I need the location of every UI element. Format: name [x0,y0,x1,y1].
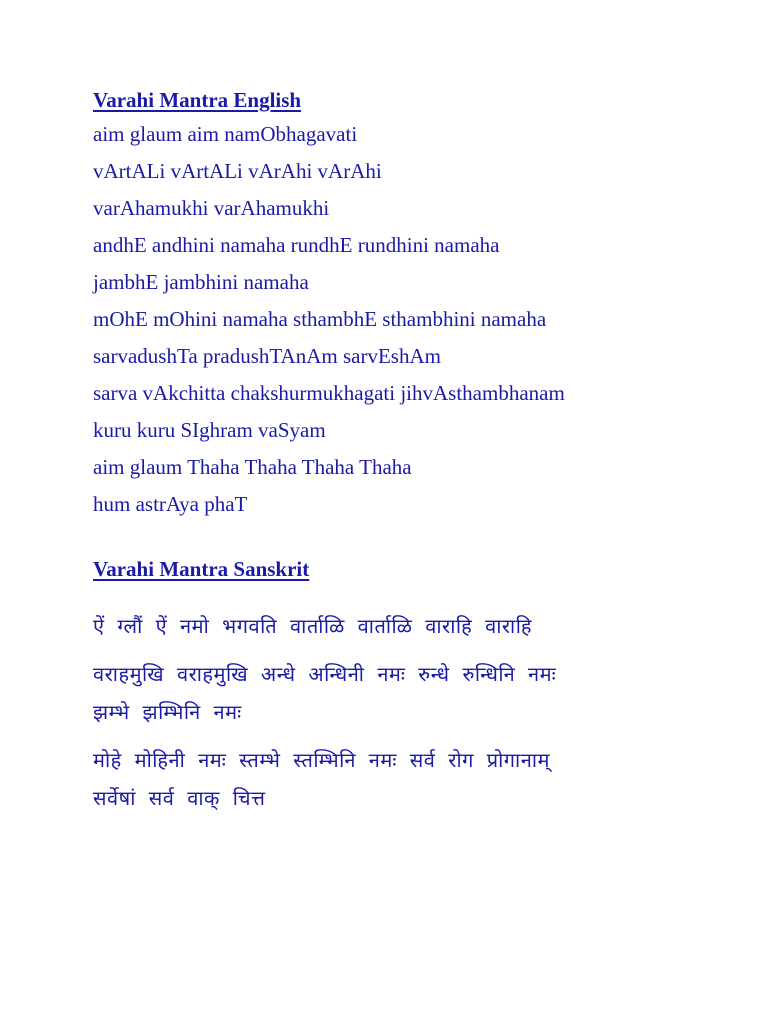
english-line: mOhE mOhini namaha sthambhE sthambhini namaha [93,307,547,331]
sanskrit-paragraph [93,741,733,817]
sanskrit-paragraph [93,655,733,731]
english-section [93,86,733,523]
sanskrit-line: ऐं ग्लौं ऐं नमो भगवति वार्ताळि वार्ताळि वाराहि वाराहि [93,614,533,638]
sanskrit-section [93,555,733,817]
english-line: andhE andhini namaha rundhE rundhini namaha [93,233,500,257]
sanskrit-line: सर्वेषां सर्व वाक् चित्त [93,786,266,810]
sanskrit-line: मोहे मोहिनी नमः स्तम्भे स्तम्भिनि नमः सर्व रोग प्रोगानाम् [93,748,550,772]
english-line: hum astrAya phaT [93,492,248,516]
english-line: vArtALi vArtALi vArAhi vArAhi [93,159,382,183]
english-heading: Varahi Mantra English [93,88,302,112]
sanskrit-heading: Varahi Mantra Sanskrit [93,557,310,581]
english-line: aim glaum Thaha Thaha Thaha Thaha [93,455,412,479]
english-mantra-lines [93,116,733,523]
sanskrit-paragraph [93,607,733,645]
english-line: sarva vAkchitta chakshurmukhagati jihvAsthambhanam [93,381,565,405]
sanskrit-mantra-text [93,607,733,817]
english-line: aim glaum aim namObhagavati [93,122,358,146]
english-line: jambhE jambhini namaha [93,270,309,294]
english-line: varAhamukhi varAhamukhi [93,196,330,220]
english-line: sarvadushTa pradushTAnAm sarvEshAm [93,344,441,368]
english-line: kuru kuru SIghram vaSyam [93,418,326,442]
document-page [93,86,733,827]
sanskrit-line: वराहमुखि वराहमुखि अन्धे अन्धिनी नमः रुन्धे रुन्धिनि नमः [93,662,557,686]
sanskrit-line: झम्भे झम्भिनि नमः [93,700,242,724]
